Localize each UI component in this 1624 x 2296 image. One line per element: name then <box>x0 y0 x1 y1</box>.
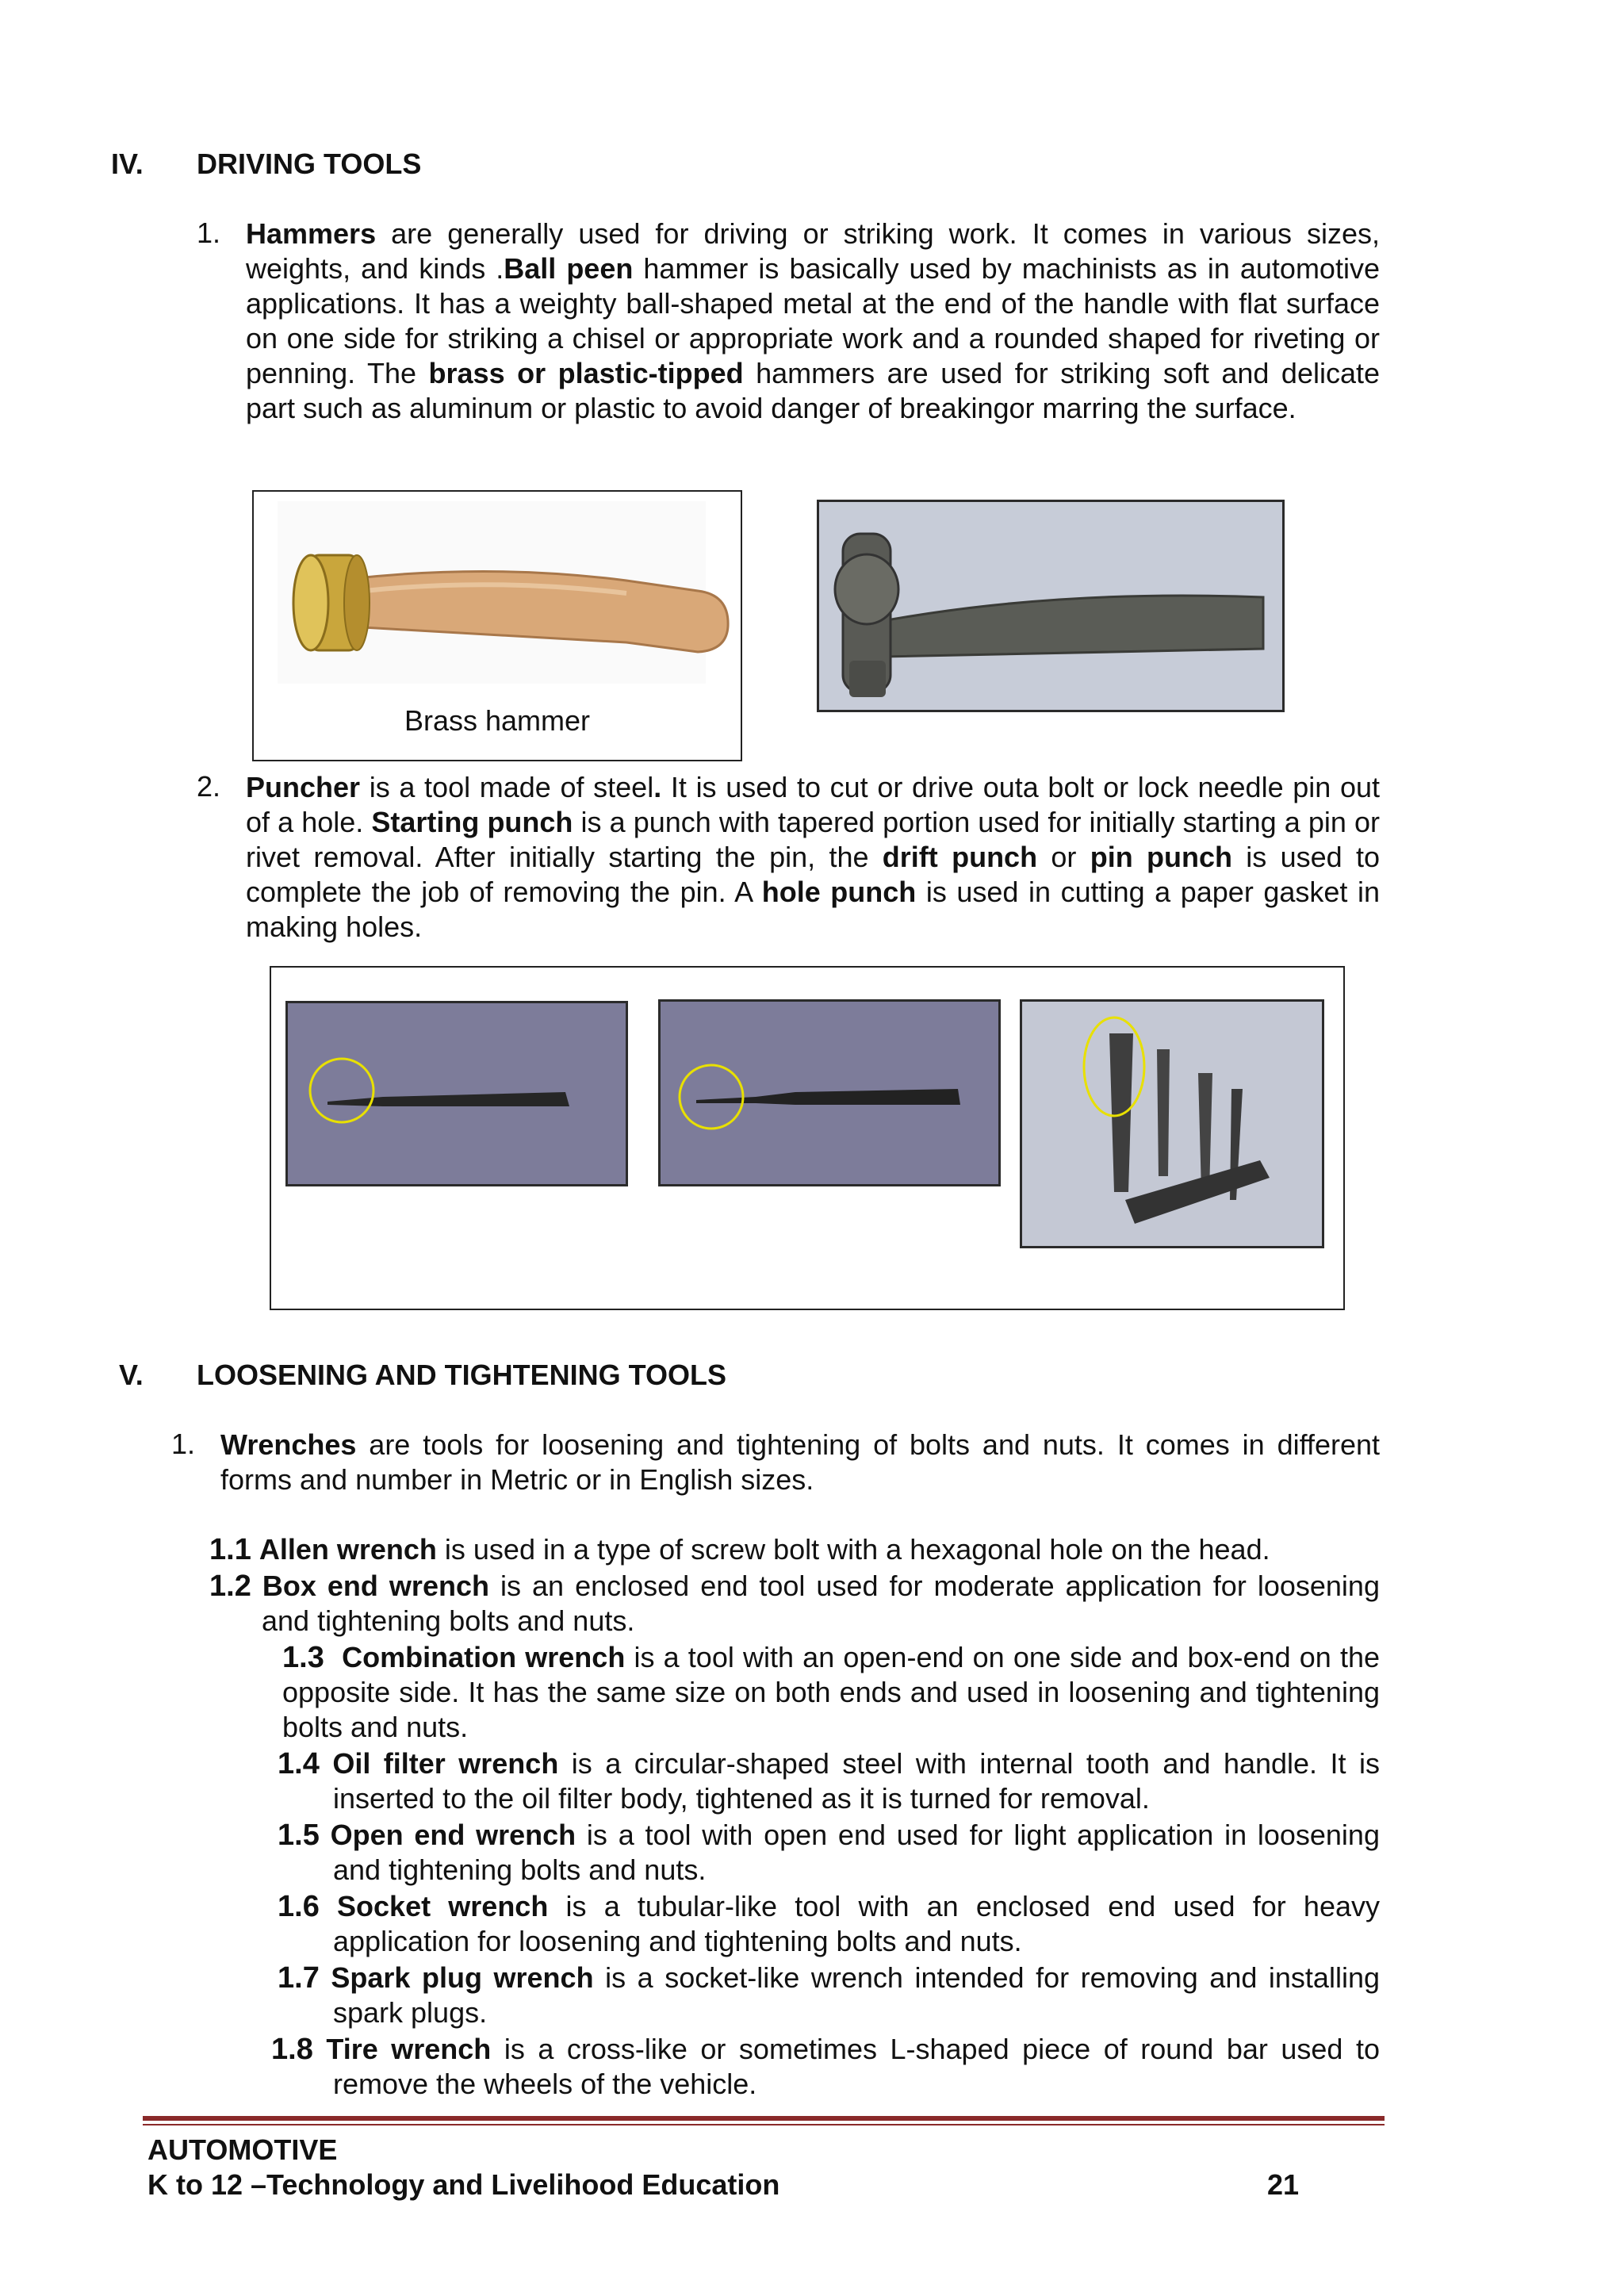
subitem-1-8: 1.8 Tire wrench is a cross-like or sometimes L-shaped piece of round bar used to remove the wheels of the vehicle. <box>271 2033 1380 2100</box>
hammers-paragraph: Hammers are generally used for driving or striking work. It comes in various sizes, weights, and kinds .Ball peen hammer is basically used by machinists as in automotive applications. It has a weighty ball-shaped metal at the end of the handle with flat surface on one side for striking a chisel or appropriate work and a rounded shaped for riveting or penning. The brass or plastic-tipped hammers are used for striking soft and delicate part such as aluminum or plastic to avoid danger of breakingor marring the surface. <box>246 217 1381 424</box>
footer-rule <box>143 2116 1385 2121</box>
subitem-1-1: 1.1 Allen wrench is used in a type of screw bolt with a hexagonal hole on the head. <box>209 1533 1270 1566</box>
section-title: DRIVING TOOLS <box>197 148 422 180</box>
subitem-1-7: 1.7 Spark plug wrench is a socket-like wrench intended for removing and installing spark plugs. <box>278 1961 1380 2029</box>
subitem-1-4: 1.4 Oil filter wrench is a circular-shaped steel with internal tooth and handle. It is inserted to the oil filter body, tightened as it is turned for removal. <box>278 1747 1380 1815</box>
figure-caption: Brass hammer <box>404 704 591 737</box>
highlight-circle <box>680 1065 743 1129</box>
ball-peen-hammer-image <box>817 500 1285 712</box>
subitem-1-6: 1.6 Socket wrench is a tubular-like tool with an enclosed end used for heavy application for loosening and tightening bolts and nuts. <box>278 1890 1380 1957</box>
subitem-1-3: 1.3 Combination wrench is a tool with an open-end on one side and box-end on the opposite side. It has the same size on both ends and used in loosening and tightening bolts and nuts. <box>282 1641 1380 1743</box>
drift-punch-image <box>658 999 1001 1186</box>
subitem-1-5: 1.5 Open end wrench is a tool with open end used for light application in loosening and tightening bolts and nuts. <box>278 1819 1380 1886</box>
footer-subject: AUTOMOTIVE <box>147 2133 338 2166</box>
section-title: LOOSENING AND TIGHTENING TOOLS <box>197 1359 727 1391</box>
list-number: 1. <box>171 1428 196 1460</box>
list-number: 2. <box>197 770 221 803</box>
brass-hammer-figure <box>252 490 742 761</box>
wrenches-paragraph: Wrenches are tools for loosening and tightening of bolts and nuts. It comes in different forms and number in Metric or in English sizes. <box>220 1428 1380 1496</box>
footer-course: K to 12 –Technology and Livelihood Education <box>147 2168 780 2201</box>
section-number: V. <box>119 1359 144 1391</box>
hole-punch-image <box>1020 999 1324 1248</box>
footer-rule-thin <box>143 2124 1385 2125</box>
starting-punch-image <box>285 1001 628 1186</box>
puncher-paragraph: Puncher is a tool made of steel. It is used to cut or drive outa bolt or lock needle pin out of a hole. Starting punch is a punch with tapered portion used for initially starting a pin or rivet removal. After initially starting the pin, the drift punch or pin punch is used to complete the job of removing the pin. A hole punch is used in cutting a paper gasket in making holes. <box>246 771 1381 943</box>
brass-hammer-image <box>254 492 741 698</box>
section-number: IV. <box>111 148 144 180</box>
page-number: 21 <box>1267 2168 1300 2201</box>
subitem-1-2: 1.2 Box end wrench is an enclosed end tool used for moderate application for loosening and tightening bolts and nuts. <box>209 1570 1380 1637</box>
list-number: 1. <box>197 217 221 249</box>
highlight-circle <box>310 1059 373 1122</box>
